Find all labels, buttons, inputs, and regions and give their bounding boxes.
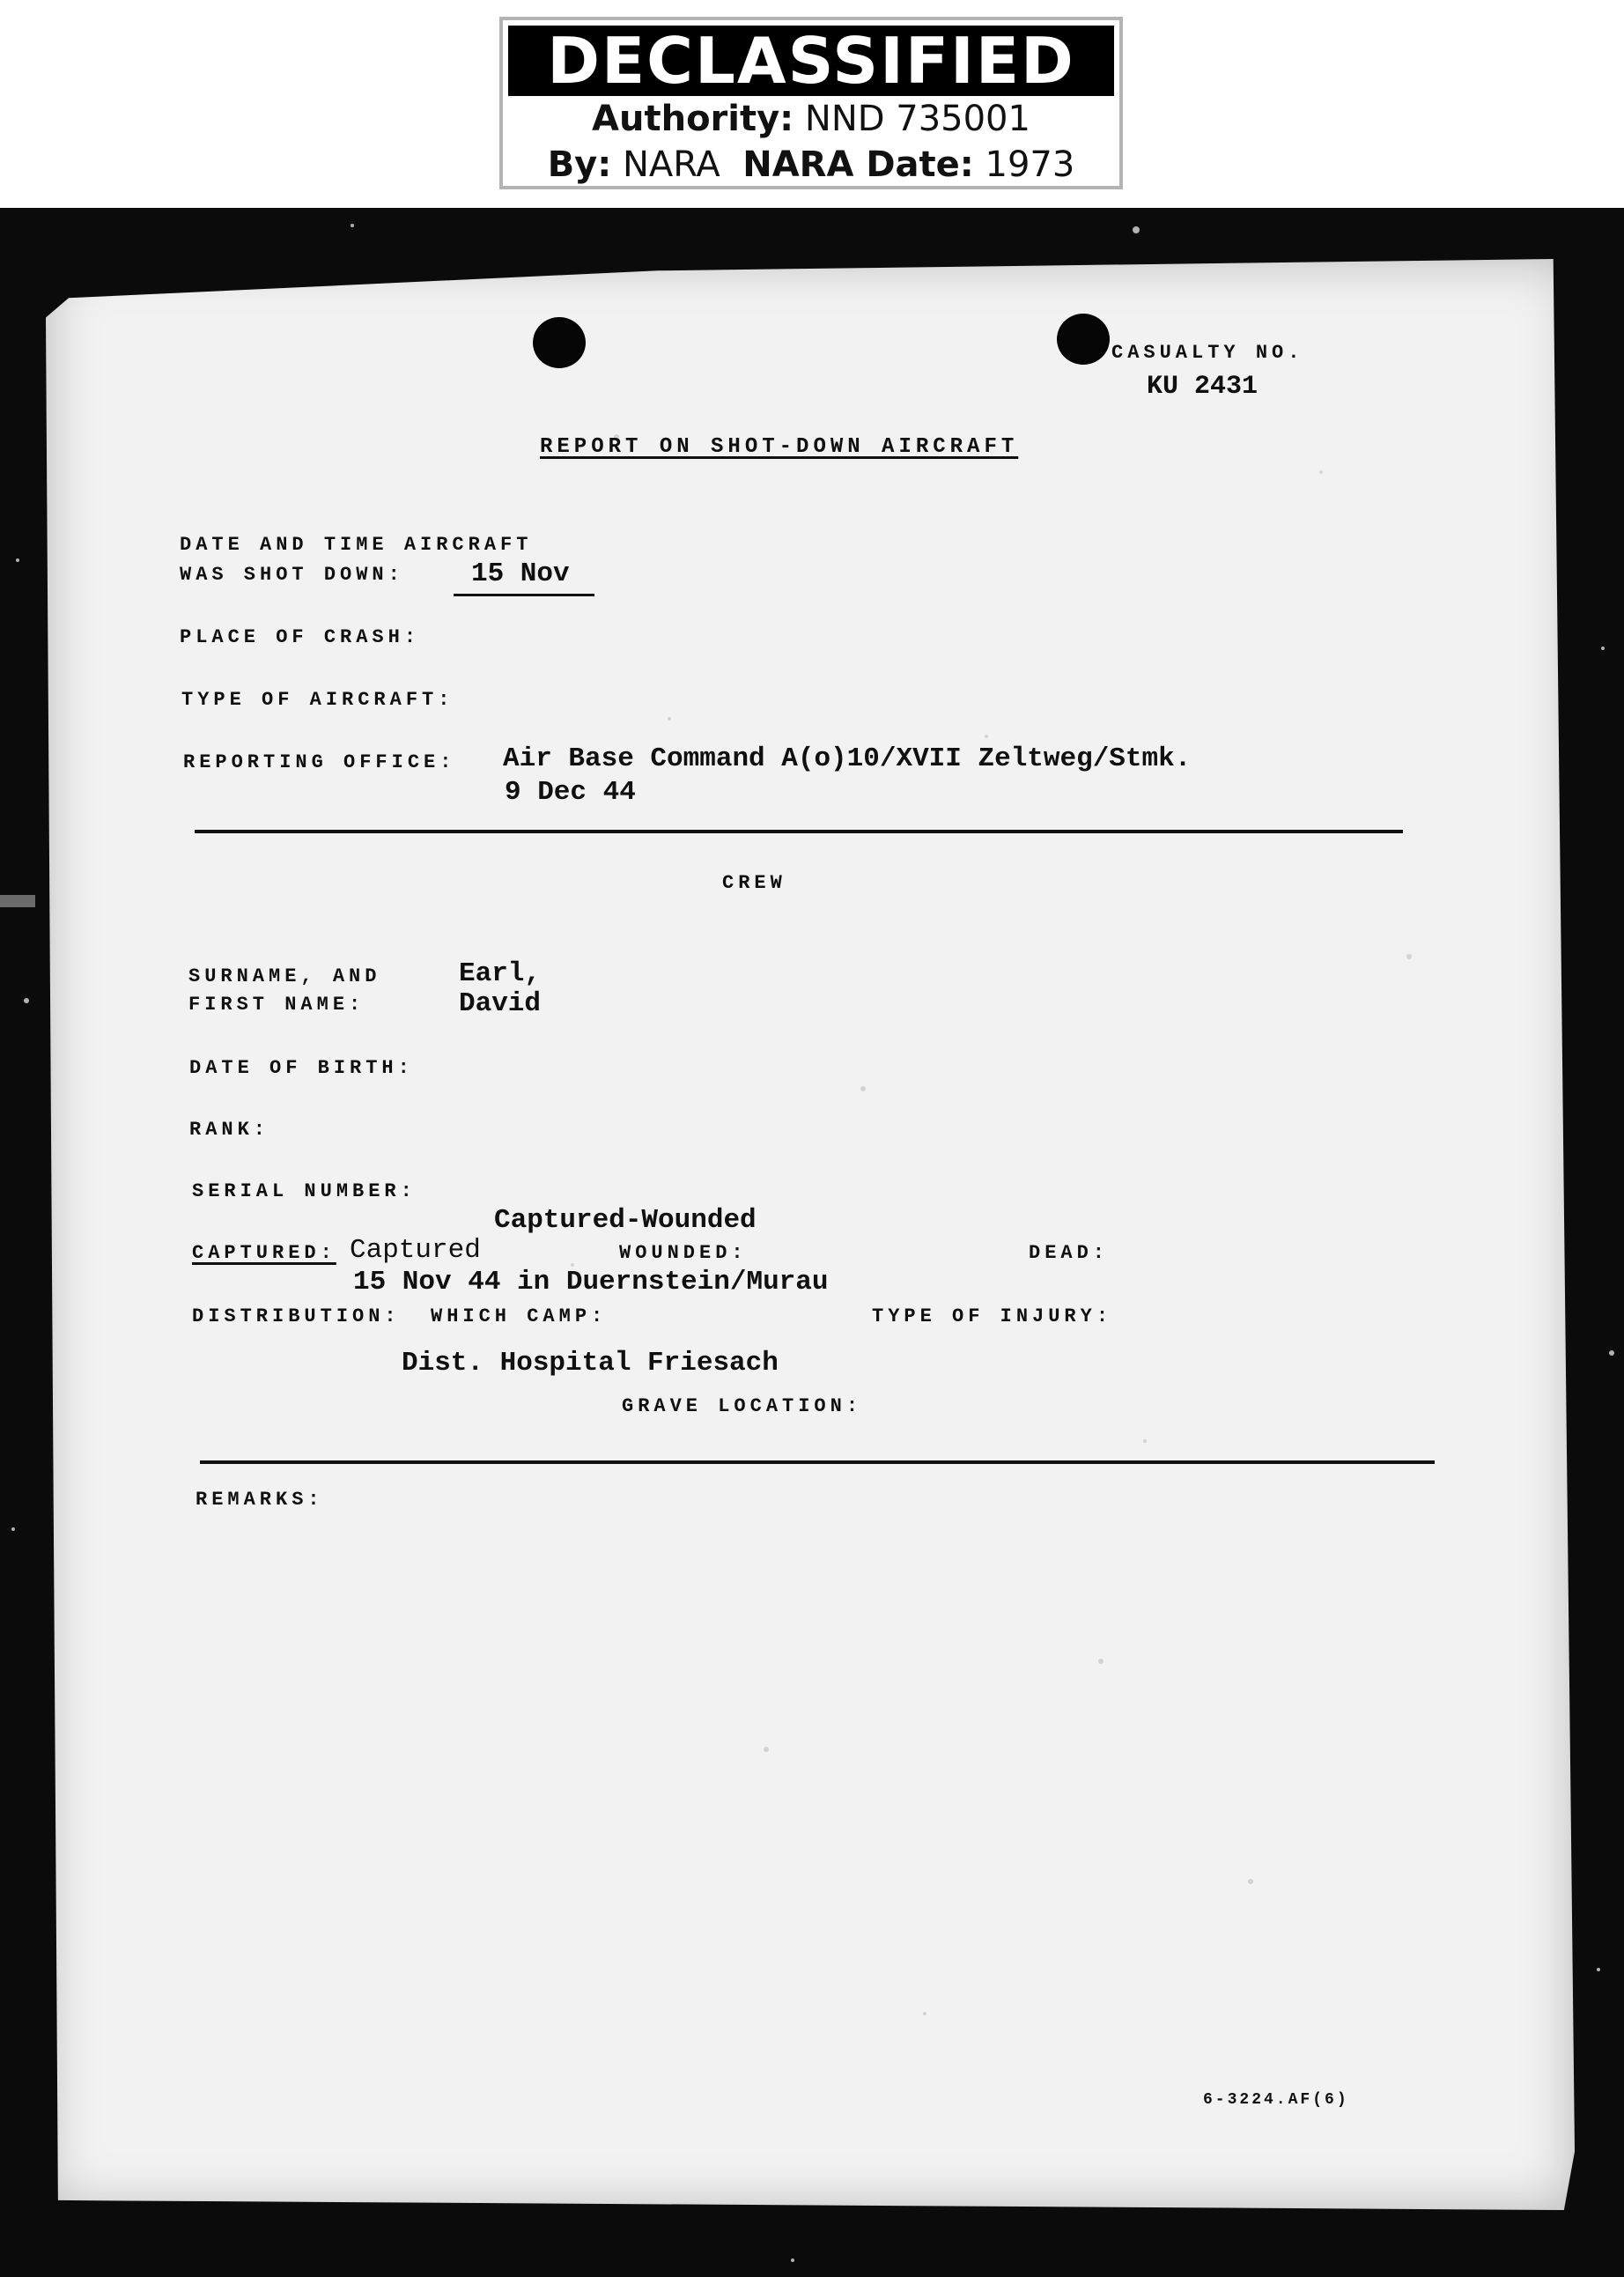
declassified-stamp xyxy=(499,17,1123,189)
reporting-office-value: Air Base Command A(o)10/XVII Zeltweg/Stmk. xyxy=(503,743,1192,774)
casualty-number-label: CASUALTY NO. xyxy=(1111,342,1304,364)
scanned-document xyxy=(0,208,1624,2277)
punch-hole-right xyxy=(1057,314,1110,365)
place-of-crash-label: PLACE OF CRASH: xyxy=(180,626,421,648)
grave-location-label: GRAVE LOCATION: xyxy=(622,1395,863,1417)
date-time-label-line-2: WAS SHOT DOWN: xyxy=(180,564,404,586)
report-title: REPORT ON SHOT-DOWN AIRCRAFT xyxy=(540,435,1019,459)
report-date-value: 9 Dec 44 xyxy=(505,777,636,808)
which-camp-label: WHICH CAMP: xyxy=(431,1305,608,1327)
stamp-by-label: By: xyxy=(547,144,612,185)
name-label-line-1: SURNAME, AND xyxy=(188,965,381,987)
divider-upper xyxy=(195,830,1403,833)
crew-first-name: David xyxy=(459,988,542,1019)
hospital-value: Dist. Hospital Friesach xyxy=(402,1348,779,1379)
date-of-birth-label: DATE OF BIRTH: xyxy=(189,1057,414,1079)
stamp-authority-line xyxy=(503,96,1119,142)
dead-label: DEAD: xyxy=(1029,1242,1110,1264)
crew-status-value: Captured-Wounded xyxy=(494,1205,757,1236)
type-of-aircraft-label: TYPE OF AIRCRAFT: xyxy=(181,689,454,711)
crew-surname: Earl, xyxy=(459,958,542,989)
punch-hole-left xyxy=(533,317,586,368)
type-of-injury-label: TYPE OF INJURY: xyxy=(872,1305,1113,1327)
reporting-office-label: REPORTING OFFICE: xyxy=(183,751,456,773)
captured-label: CAPTURED: xyxy=(192,1242,336,1264)
date-time-label-line-1: DATE AND TIME AIRCRAFT xyxy=(180,534,533,556)
rank-label: RANK: xyxy=(189,1119,270,1141)
stamp-date-value: 1973 xyxy=(985,144,1075,185)
stamp-title: DECLASSIFIED xyxy=(508,26,1114,96)
divider-lower xyxy=(200,1460,1435,1464)
stamp-by-value: NARA xyxy=(622,144,720,185)
serial-number-label: SERIAL NUMBER: xyxy=(192,1180,417,1202)
remarks-label: REMARKS: xyxy=(196,1489,324,1511)
crew-heading: CREW xyxy=(722,872,786,894)
name-label-line-2: FIRST NAME: xyxy=(188,994,365,1016)
shot-down-date-value: 15 Nov xyxy=(471,558,570,589)
stamp-date-label: NARA Date: xyxy=(742,144,974,185)
capture-detail-value: 15 Nov 44 in Duernstein/Murau xyxy=(353,1267,829,1297)
wounded-label: WOUNDED: xyxy=(619,1242,748,1264)
stamp-authority-label: Authority: xyxy=(592,99,794,139)
shot-down-date-underline xyxy=(454,594,594,596)
casualty-number-value: KU 2431 xyxy=(1147,372,1259,402)
stamp-authority-value: NND 735001 xyxy=(804,99,1030,139)
stamp-by-line xyxy=(503,142,1119,188)
distribution-label: DISTRIBUTION: xyxy=(192,1305,401,1327)
captured-value: Captured xyxy=(350,1235,481,1266)
form-number: 6-3224.AF(6) xyxy=(1203,2091,1349,2109)
